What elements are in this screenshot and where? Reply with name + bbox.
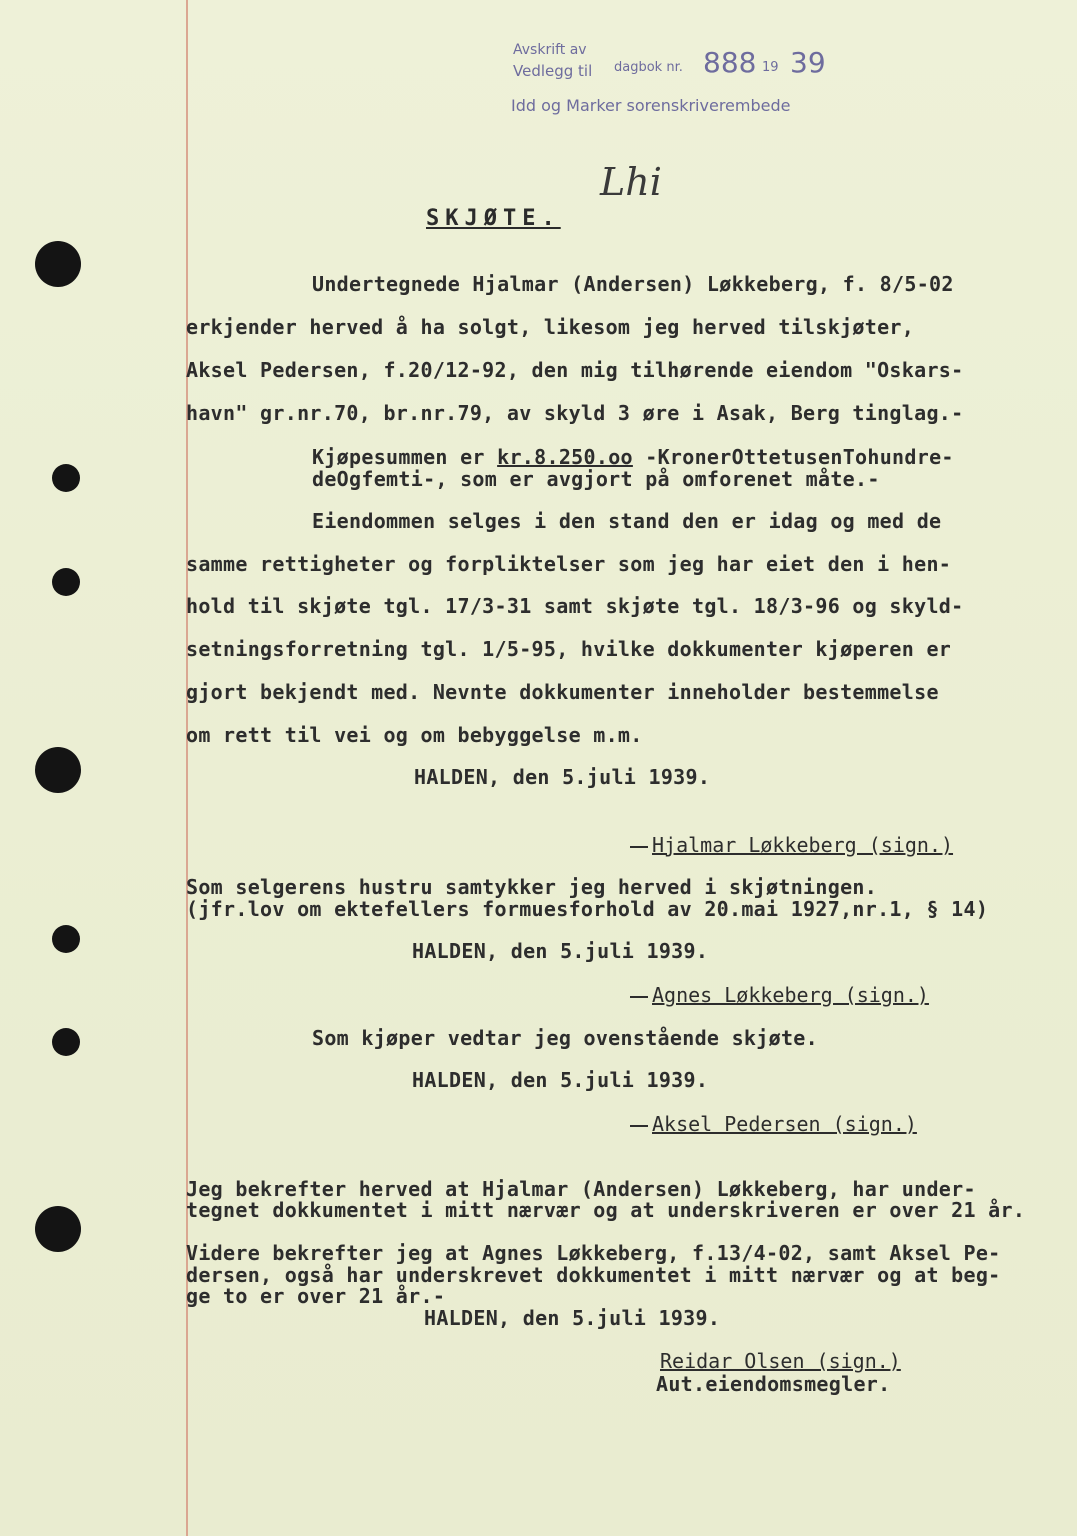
text-line: Som kjøper vedtar jeg ovenstående skjøte. — [312, 1026, 818, 1050]
text-line: deOgfemti-, som er avgjort på omforenet måte.- — [312, 467, 880, 491]
punch-hole — [35, 1206, 81, 1252]
signature-text: Reidar Olsen (sign.) — [660, 1349, 901, 1373]
document-title: SKJØTE. — [426, 206, 561, 231]
stamp-line1: Avskrift av — [513, 42, 587, 58]
signature-witness — [660, 1349, 901, 1373]
text-line: Aksel Pedersen, f.20/12-92, den mig tilhørende eiendom "Oskars- — [186, 358, 964, 382]
date-line: HALDEN, den 5.juli 1939. — [414, 765, 711, 789]
signature-text: Agnes Løkkeberg (sign.) — [652, 983, 929, 1007]
text-line: samme rettigheter og forpliktelser som jeg har eiet den i hen- — [186, 552, 952, 576]
signature-seller — [630, 833, 953, 857]
text-fragment: Kjøpesummen er — [312, 445, 498, 469]
stamp-year-prefix: 19 — [762, 60, 779, 75]
stamp-line2: Vedlegg til — [513, 62, 593, 80]
date-line: HALDEN, den 5.juli 1939. — [424, 1306, 721, 1330]
text-line: Som selgerens hustru samtykker jeg herved i skjøtningen. — [186, 875, 878, 899]
stamp-dagbok-number: 888 — [703, 46, 757, 79]
punch-hole — [52, 464, 80, 492]
date-line: HALDEN, den 5.juli 1939. — [412, 939, 709, 963]
text-line: tegnet dokkumentet i mitt nærvær og at underskriveren er over 21 år. — [186, 1198, 1026, 1222]
punch-hole — [52, 925, 80, 953]
text-line: ge to er over 21 år.- — [186, 1284, 446, 1308]
text-line: Jeg bekrefter herved at Hjalmar (Andersen) Løkkeberg, har under- — [186, 1177, 976, 1201]
punch-hole — [35, 241, 81, 287]
text-fragment: -KronerOttetusenTohundre- — [632, 445, 954, 469]
signature-spouse — [630, 983, 929, 1007]
text-line: gjort bekjendt med. Nevnte dokkumenter inneholder bestemmelse — [186, 680, 939, 704]
punch-hole — [52, 568, 80, 596]
signature-text: Hjalmar Løkkeberg (sign.) — [652, 833, 954, 857]
text-line: Undertegnede Hjalmar (Andersen) Løkkeberg, f. 8/5-02 — [312, 272, 954, 296]
text-line: setningsforretning tgl. 1/5-95, hvilke dokkumenter kjøperen er — [186, 637, 952, 661]
purchase-price: kr.8.250.oo — [497, 445, 633, 469]
handwritten-mark: Lhi — [600, 160, 662, 204]
text-line: erkjender herved å ha solgt, likesom jeg herved tilskjøter, — [186, 315, 915, 339]
stamp-office: Idd og Marker sorenskriverembede — [511, 96, 791, 115]
signature-text: Aksel Pedersen (sign.) — [652, 1112, 917, 1136]
text-line: dersen, også har underskrevet dokkumentet i mitt nærvær og at beg- — [186, 1263, 1001, 1287]
text-line: (jfr.lov om ektefellers formuesforhold av 20.mai 1927,nr.1, § 14) — [186, 897, 989, 921]
signature-buyer — [630, 1112, 917, 1136]
stamp-year-suffix: 39 — [790, 46, 826, 79]
punch-hole — [52, 1028, 80, 1056]
date-line: HALDEN, den 5.juli 1939. — [412, 1068, 709, 1092]
text-line: Eiendommen selges i den stand den er idag og med de — [312, 509, 942, 533]
text-line — [312, 445, 954, 469]
text-line: om rett til vei og om bebyggelse m.m. — [186, 723, 643, 747]
witness-title: Aut.eiendomsmegler. — [656, 1372, 891, 1396]
text-line: havn" gr.nr.70, br.nr.79, av skyld 3 øre i Asak, Berg tinglag.- — [186, 401, 964, 425]
punch-hole — [35, 747, 81, 793]
text-line: hold til skjøte tgl. 17/3-31 samt skjøte tgl. 18/3-96 og skyld- — [186, 594, 964, 618]
stamp-dagbok-label: dagbok nr. — [614, 60, 683, 75]
text-line: Videre bekrefter jeg at Agnes Løkkeberg, f.13/4-02, samt Aksel Pe- — [186, 1241, 1001, 1265]
